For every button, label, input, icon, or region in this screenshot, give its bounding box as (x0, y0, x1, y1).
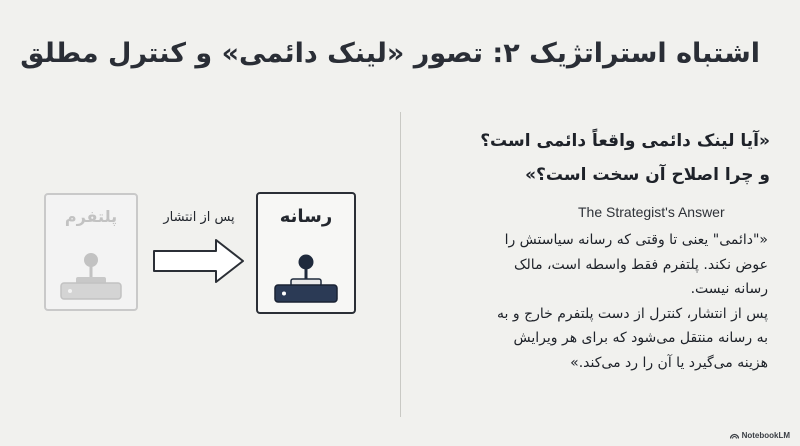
answer-line: عوض نکند. پلتفرم فقط واسطه است، مالک (514, 256, 768, 273)
brand-name: NotebookLM (741, 431, 790, 440)
question-line: «آیا لینک دائمی واقعاً دائمی است؟ (480, 131, 770, 151)
platform-box (44, 193, 138, 311)
joystick-icon (272, 252, 340, 304)
notebooklm-logo-icon (730, 432, 739, 439)
column-divider (400, 112, 401, 417)
answer-line: هزینه می‌گیرد یا آن را رد می‌کند.» (570, 354, 768, 371)
question-line: و چرا اصلاح آن سخت است؟» (525, 165, 770, 185)
right-arrow-icon (152, 237, 246, 285)
answer-heading: The Strategist's Answer (578, 204, 725, 220)
media-label: رسانه (279, 206, 333, 227)
answer-body (418, 228, 768, 376)
joystick-icon (58, 251, 124, 301)
platform-label: پلتفرم (64, 207, 118, 226)
answer-line: «"دائمی" یعنی تا وقتی که رسانه سیاستش را (504, 232, 768, 248)
answer-line: به رسانه منتقل می‌شود که برای هر ویرایش (513, 330, 768, 347)
question-heading (420, 124, 770, 192)
arrow-label: پس از انتشار (163, 210, 235, 225)
slide-title: اشتباه استراتژیک ۲: تصور «لینک دائمی» و کنترل مطلق (20, 38, 760, 69)
answer-line: پس از انتشار، کنترل از دست پلتفرم خارج و به (497, 305, 768, 322)
answer-line: رسانه نیست. (690, 281, 768, 298)
notebooklm-watermark (730, 431, 790, 440)
media-box (256, 192, 356, 314)
